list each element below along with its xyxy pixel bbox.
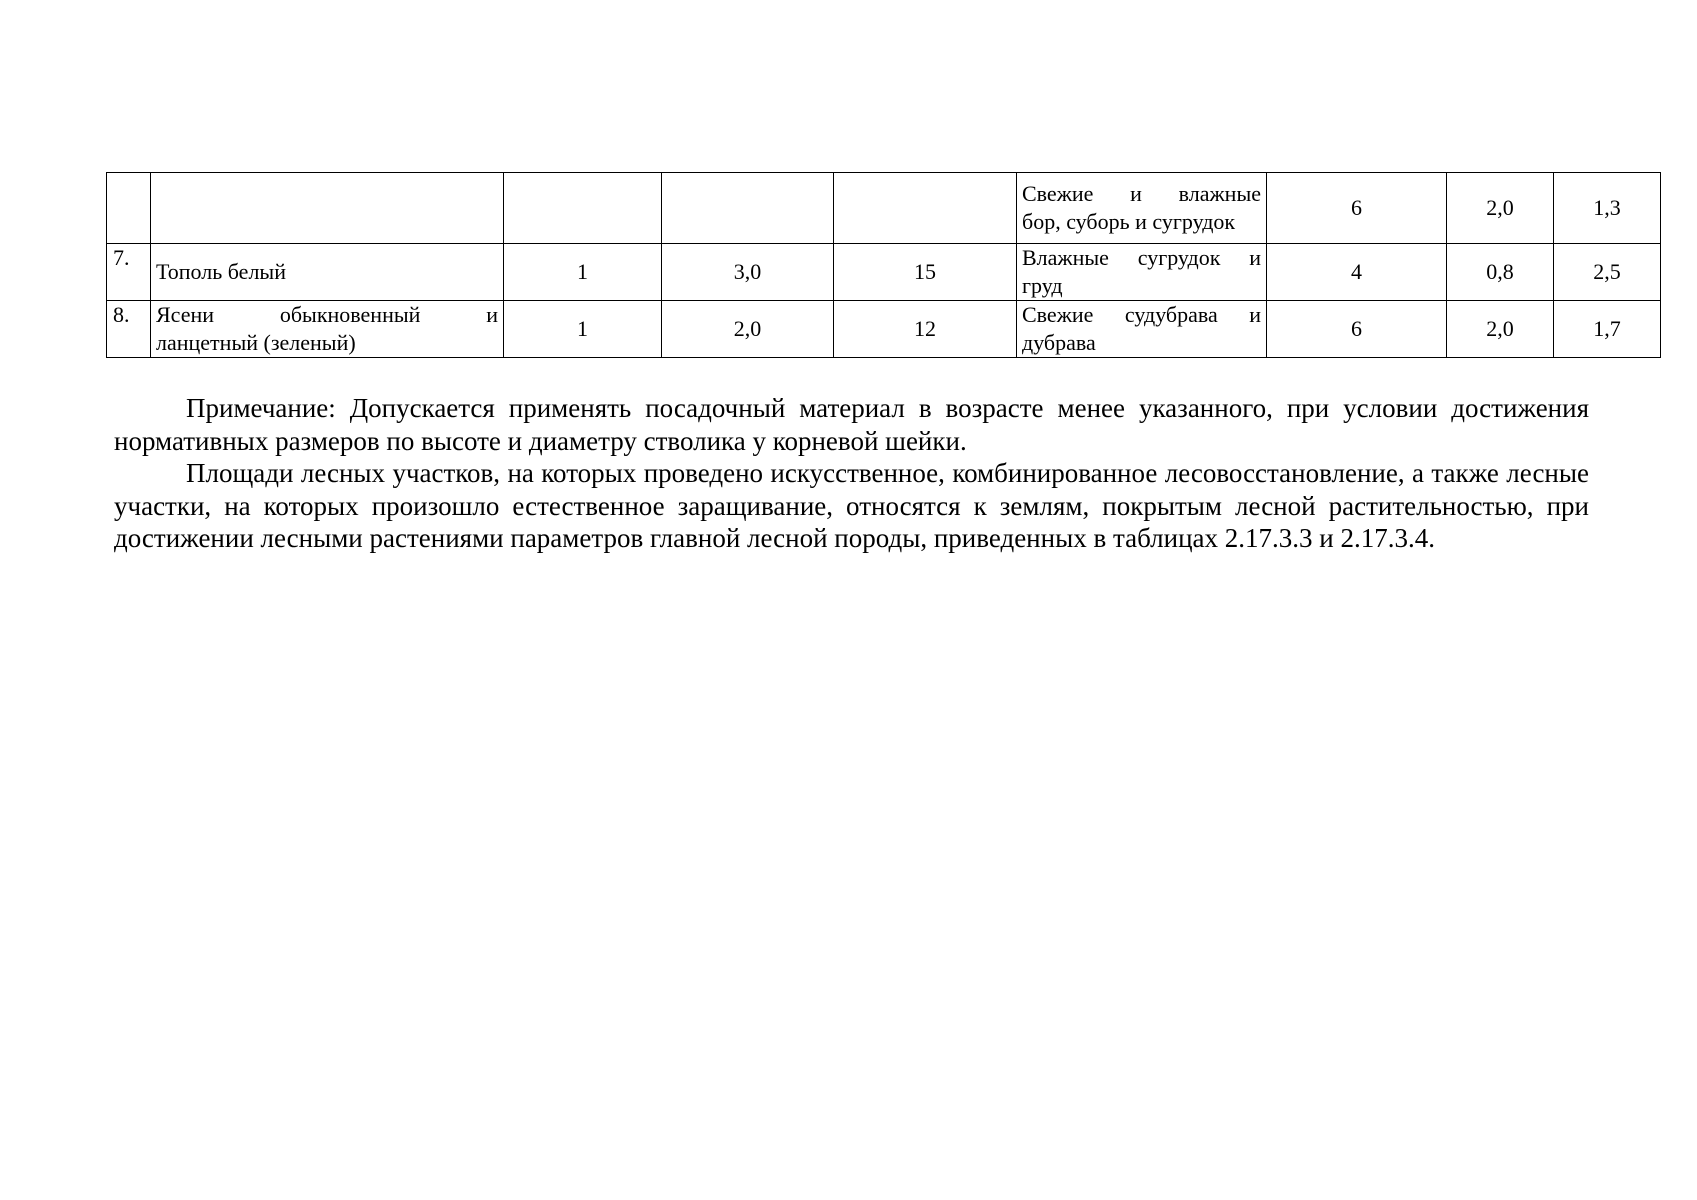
table-row xyxy=(107,173,1661,244)
value-cell: 2,0 xyxy=(1447,301,1554,358)
conditions-line: Влажные сугрудок и xyxy=(1022,245,1261,270)
row-number-cell: 7. xyxy=(107,244,151,301)
species-cell: Тополь белый xyxy=(151,244,504,301)
notes-section xyxy=(114,392,1589,555)
row-number-cell xyxy=(107,173,151,244)
note-paragraph: Площади лесных участков, на которых проведено искусственное, комбинированное лесовосстановление, а также лесные участки, на которых произошло естественное заращивание, относятся к землям, покрытым лесной растительностью, при достижении лесными растениями параметров главной лесной породы, приведенных в таблицах 2.17.3.3 и 2.17.3.4. xyxy=(114,458,1589,553)
conditions-cell xyxy=(1017,244,1267,301)
value-cell: 1 xyxy=(504,301,662,358)
value-cell: 15 xyxy=(834,244,1017,301)
value-cell: 6 xyxy=(1267,173,1447,244)
value-cell: 3,0 xyxy=(662,244,834,301)
conditions-line: груд xyxy=(1022,273,1063,298)
species-table xyxy=(106,172,1661,358)
value-cell xyxy=(504,173,662,244)
conditions-line: бор, суборь и сугрудок xyxy=(1022,209,1236,234)
value-cell: 6 xyxy=(1267,301,1447,358)
species-line: Ясени обыкновенный и xyxy=(156,302,498,327)
species-cell xyxy=(151,301,504,358)
conditions-line: дубрава xyxy=(1022,330,1096,355)
value-cell xyxy=(662,173,834,244)
conditions-cell xyxy=(1017,301,1267,358)
note-paragraph: Примечание: Допускается применять посадочный материал в возрасте менее указанного, при условии достижения нормативных размеров по высоте и диаметру стволика у корневой шейки. xyxy=(114,393,1589,456)
conditions-cell xyxy=(1017,173,1267,244)
value-cell: 1,3 xyxy=(1554,173,1661,244)
value-cell: 1 xyxy=(504,244,662,301)
value-cell: 2,5 xyxy=(1554,244,1661,301)
conditions-line: Свежие судубрава и xyxy=(1022,302,1261,327)
table-row xyxy=(107,301,1661,358)
table-row xyxy=(107,244,1661,301)
species-cell xyxy=(151,173,504,244)
species-line: ланцетный (зеленый) xyxy=(156,330,356,355)
value-cell: 2,0 xyxy=(662,301,834,358)
value-cell: 0,8 xyxy=(1447,244,1554,301)
value-cell xyxy=(834,173,1017,244)
row-number-cell: 8. xyxy=(107,301,151,358)
value-cell: 2,0 xyxy=(1447,173,1554,244)
value-cell: 1,7 xyxy=(1554,301,1661,358)
value-cell: 12 xyxy=(834,301,1017,358)
conditions-line: Свежие и влажные xyxy=(1022,181,1261,206)
value-cell: 4 xyxy=(1267,244,1447,301)
